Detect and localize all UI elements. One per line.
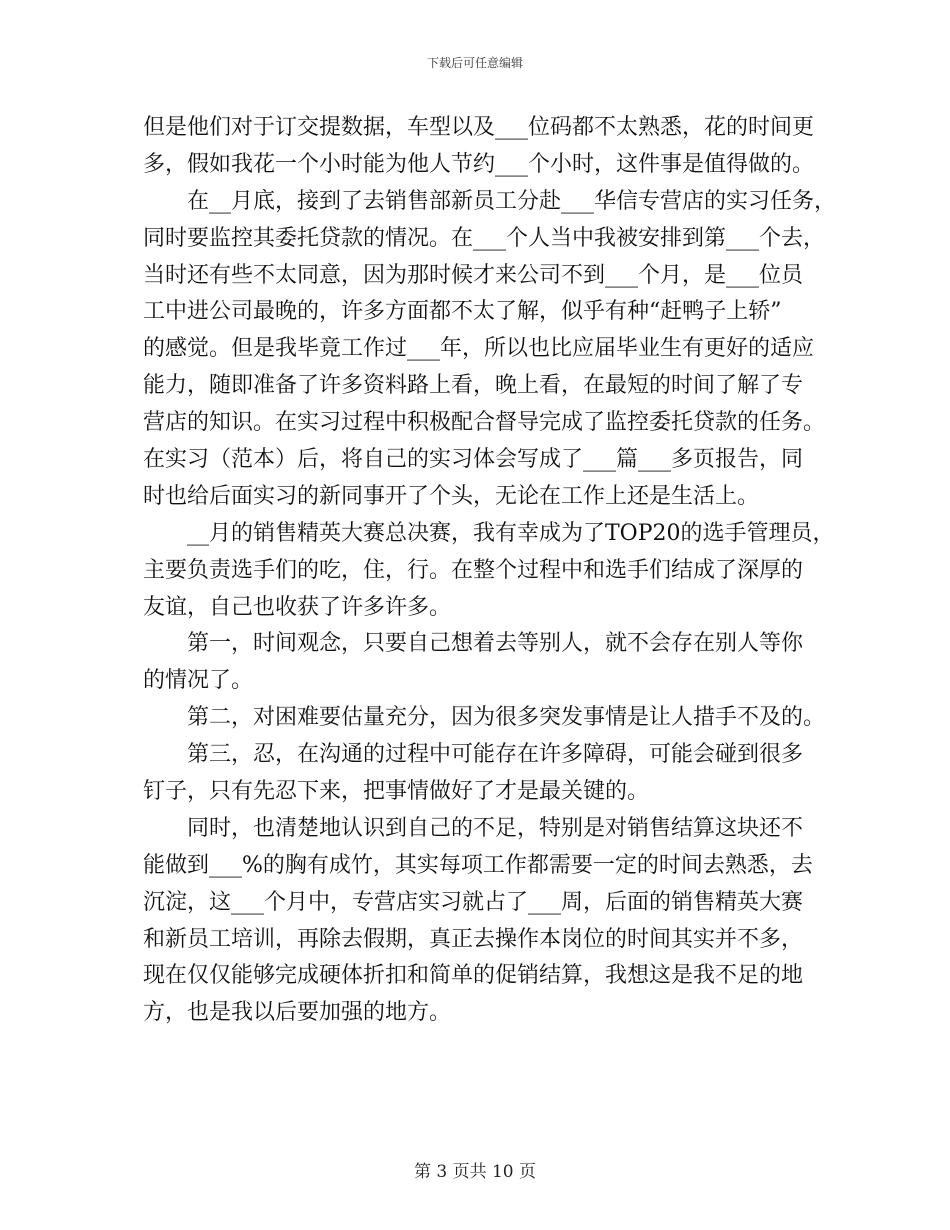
- text-line: 现在仅仅能够完成硬体折扣和简单的促销结算，我想这是我不足的地: [143, 963, 804, 989]
- text-line: 但是他们对于订交提数据，车型以及___位码都不太熟悉，花的时间更: [143, 115, 815, 140]
- text-line: 方，也是我以后要加强的地方。: [143, 1000, 452, 1026]
- text-line: 的情况了。: [143, 668, 254, 694]
- text-line: 沉淀，这___个月中，专营店实习就占了___周，后面的销售精英大赛: [143, 889, 804, 915]
- text-line: 友谊，自己也收获了许多许多。: [143, 594, 452, 620]
- text-line: 在实习（范本）后，将自己的实习体会写成了___篇___多页报告，同: [143, 447, 804, 473]
- text-line: 同时要监控其委托贷款的情况。在___个人当中我被安排到第___个去，: [143, 225, 826, 251]
- text-line: 第三，忍，在沟通的过程中可能存在许多障碍，可能会碰到很多: [143, 742, 804, 768]
- text-line: 主要负责选手们的吃，住，行。在整个过程中和选手们结成了深厚的: [143, 557, 804, 583]
- text-line: 能做到___%的胸有成竹，其实每项工作都需要一定的时间去熟悉，去: [143, 852, 813, 878]
- text-line: 时也给后面实习的新同事开了个头，无论在工作上还是生活上。: [143, 483, 760, 509]
- text-line: __月的销售精英大赛总决赛，我有幸成为了TOP20的选手管理员，: [143, 520, 835, 546]
- text-line: 的感觉。但是我毕竟工作过___年，所以也比应届毕业生有更好的适应: [143, 336, 815, 362]
- text-line: 第一，时间观念，只要自己想着去等别人，就不会存在别人等你: [143, 631, 804, 657]
- text-line: 多，假如我花一个小时能为他人节约___个小时，这件事是值得做的。: [143, 151, 815, 177]
- text-line: 同时，也清楚地认识到自己的不足，特别是对销售结算这块还不: [143, 815, 804, 841]
- text-line: 工中进公司最晚的，许多方面都不太了解，似乎有种“赶鸭子上轿”: [143, 299, 782, 325]
- text-line: 当时还有些不太同意，因为那时候才来公司不到___个月，是___位员: [143, 262, 804, 288]
- text-line: 能力，随即准备了许多资料路上看，晚上看，在最短的时间了解了专: [143, 373, 804, 399]
- page-footer: 第 3 页共 10 页: [413, 1162, 537, 1182]
- text-line: 第二，对困难要估量充分，因为很多突发事情是让人措手不及的。: [143, 705, 826, 731]
- page-header: 下载后可任意编辑: [426, 56, 523, 70]
- text-line: 营店的知识。在实习过程中积极配合督导完成了监控委托贷款的任务。: [143, 410, 826, 436]
- text-line: 和新员工培训，再除去假期，真正去操作本岗位的时间其实并不多，: [143, 926, 804, 952]
- text-line: 在__月底，接到了去销售部新员工分赴___华信专营店的实习任务，: [143, 188, 837, 214]
- document-body: [143, 110, 843, 1032]
- text-line: 钉子，只有先忍下来，把事情做好了才是最关键的。: [143, 779, 650, 805]
